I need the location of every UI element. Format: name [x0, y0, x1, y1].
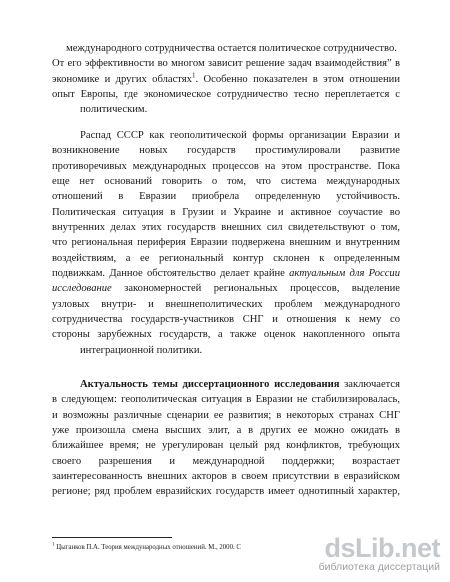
text-line: в следующем: геополитическая ситуация в Евразии не стабилизировалась, [52, 394, 400, 406]
footnote [52, 543, 241, 552]
paragraph-2 [52, 128, 400, 358]
text-line: Актуальность темы диссертационного исследования заключается [80, 379, 400, 390]
text-line: опыт Европы, где экономическое сотрудничество тесно переплетается с [52, 89, 400, 101]
footnote-marker: 1 [191, 71, 196, 80]
text-line: противоречивых международных процессов на этом пространстве. Пока [52, 160, 400, 172]
paragraph-3 [52, 377, 400, 500]
text-line: воздействиям, а ее региональный контур склонен к определенным [52, 252, 400, 264]
watermark-logo: dsLib.net [324, 533, 440, 563]
italic-emphasis: исследование [52, 283, 112, 295]
text-line: уже произошла смена высших элит, а в других ее можно ожидать в [52, 425, 400, 437]
section-heading: Актуальность темы диссертационного исследования [80, 379, 340, 390]
text-line: ближайшее время; не урегулирован целый ряд конфликтов, требующих [52, 440, 400, 452]
text-line: международного сотрудничества остается политическое сотрудничество. [66, 43, 397, 54]
footnote-separator [52, 537, 172, 538]
text-line: узловых внутри- и внешнеполитических проблем международного [52, 298, 400, 310]
watermark-tagline: библиотека диссертаций [318, 561, 440, 573]
text-line: сотрудничества государств-участников СНГ и отношения к нему со [52, 314, 400, 326]
text-line: политическим. [80, 104, 148, 116]
text-line: подвижкам. Данное обстоятельство делает крайне актуальным для России [52, 268, 400, 280]
paragraph-1 [52, 41, 400, 118]
text-line: отношений в Евразии приобрела определенную устойчивость. [52, 191, 400, 203]
text-line: своего разрешения и международной поддержки; возрастает [52, 455, 400, 467]
footnote-marker: 1 [52, 542, 55, 548]
text-line: Распад СССР как геополитической формы организации Евразии и [80, 130, 400, 141]
text-line: регионе; ряд проблем евразийских государств имеет однотипный характер, [52, 486, 400, 498]
text-line: что региональная периферия Евразии подвержена внешним и внутренним [52, 237, 400, 249]
text-line: Политическая ситуация в Грузии и Украине и активное соучастие во [52, 206, 400, 218]
footnote-text: Цыганков П.А. Теория международных отношений. М., 2000. С [56, 544, 241, 551]
text-line: стороны зарубежных государств, а также оценок накопленного опыта [52, 329, 400, 341]
text-line: внутренних делах этих государств внешних сил свидетельствуют о том, [52, 222, 400, 234]
text-line: исследование закономерностей региональных процессов, выделение [52, 283, 400, 295]
text-line: От его эффективности во многом зависит решение задач взаимодействия” в [52, 58, 400, 70]
text-line: заинтересованность внешних акторов в своем присутствии в евразийском [52, 471, 400, 483]
text-line: экономике и других областях$^1$. Особенно показателен в этом отношении [52, 71, 400, 85]
text-line: еще нет оснований говорить о том, что система международных [52, 176, 400, 188]
text-line: возникновение новых государств простимулировали развитие [52, 145, 400, 157]
watermark [318, 533, 440, 576]
text-line: интеграционной политики. [80, 344, 203, 356]
text-line: и возможны различные сценарии ее развития; в некоторых странах СНГ [52, 409, 400, 421]
italic-emphasis: актуальным для России [289, 268, 400, 280]
